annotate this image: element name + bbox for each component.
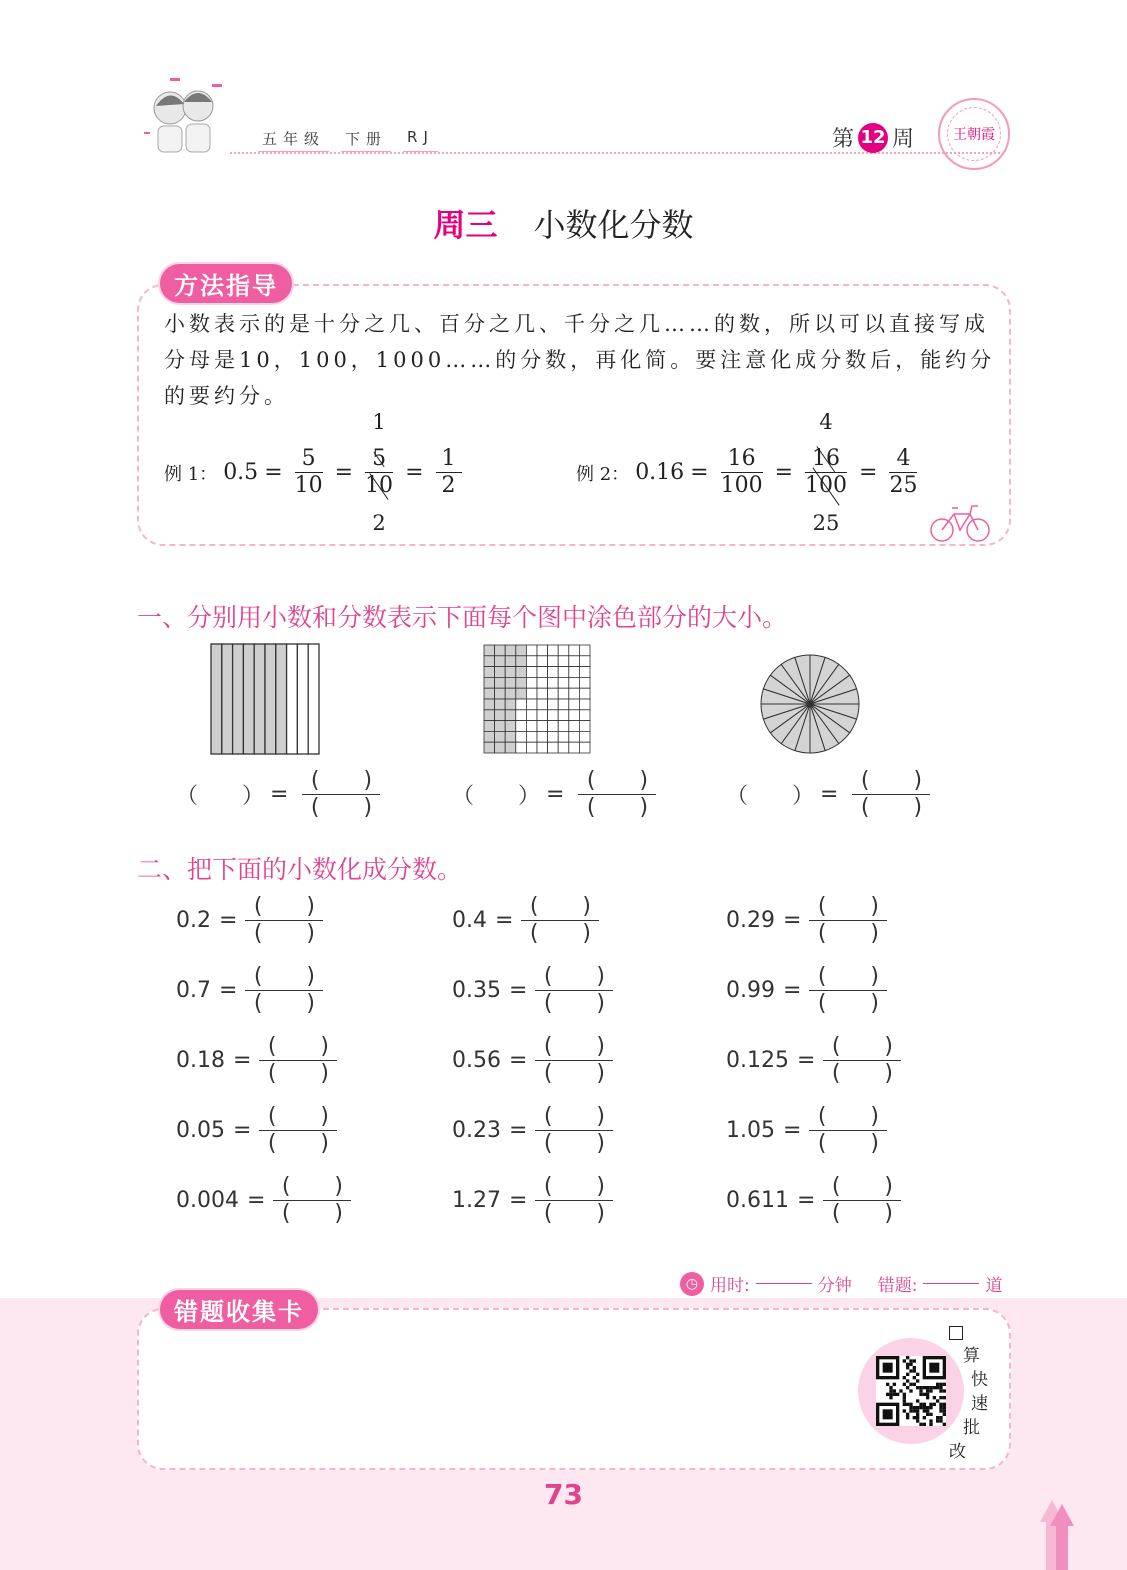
equals-sign: = <box>782 1118 802 1143</box>
example-1-below: 2 <box>372 511 386 535</box>
exercise-item <box>176 1106 337 1155</box>
decimal-value: 0.004 <box>176 1188 239 1213</box>
grid-cell <box>484 677 495 688</box>
grid-cell <box>548 688 559 699</box>
arrow-up-icon <box>1040 1500 1076 1570</box>
grade-tag: 五年级 <box>258 126 329 152</box>
strip-cell <box>265 644 276 754</box>
time-blank[interactable] <box>756 1283 812 1284</box>
exercise-item <box>452 1106 613 1155</box>
strip-cell <box>254 644 265 754</box>
grid-cell <box>505 656 516 667</box>
grid-cell <box>537 699 548 710</box>
example-2-label: 例 2： <box>576 463 630 485</box>
equals-sign: = <box>219 978 238 1003</box>
grid-cell <box>516 667 527 678</box>
fraction-blank[interactable]: ( ) ( ) <box>245 966 323 1015</box>
seal-text: 王朝霞 <box>953 127 995 143</box>
grid-cell <box>495 677 506 688</box>
grid-cell <box>484 731 495 742</box>
example-2-reduction: 4 16 100 25 <box>805 410 848 535</box>
fraction-blank[interactable]: ( ) ( ) <box>245 896 323 945</box>
grid-cell <box>484 667 495 678</box>
decimal-value: 0.125 <box>726 1048 789 1073</box>
method-label: 方法指导 <box>160 264 292 303</box>
grid-cell <box>495 667 506 678</box>
grid-cell <box>516 677 527 688</box>
fraction-blank[interactable]: ( ) ( ) <box>273 1176 351 1225</box>
grid-cell <box>505 742 516 753</box>
exercise-item <box>726 896 887 945</box>
fraction-blank[interactable]: ( ) ( ) <box>259 1036 337 1085</box>
grid-cell <box>526 645 537 656</box>
grid-cell <box>495 656 506 667</box>
decimal-value: 0.18 <box>176 1048 225 1073</box>
grid-cell <box>558 645 569 656</box>
grid-cell <box>516 688 527 699</box>
grid-cell <box>558 688 569 699</box>
grid-cell <box>569 667 580 678</box>
grid-cell <box>548 667 559 678</box>
circle-figure <box>758 652 862 756</box>
grid-cell <box>558 677 569 688</box>
grid-cell <box>537 645 548 656</box>
example-2-decimal: 0.16 <box>635 460 685 485</box>
example-2-below: 25 <box>812 511 840 535</box>
grid-cell <box>548 645 559 656</box>
grid-cell <box>526 699 537 710</box>
grid-cell <box>495 710 506 721</box>
strip-cell <box>243 644 254 754</box>
grid-cell <box>569 656 580 667</box>
title-topic: 小数化分数 <box>533 206 694 244</box>
grid-cell <box>484 710 495 721</box>
clock-icon: ◷ <box>680 1272 704 1296</box>
equals-sign: = <box>219 908 238 933</box>
errors-blank[interactable] <box>923 1283 979 1284</box>
qr-code-icon[interactable] <box>876 1356 946 1426</box>
equals-sign: = <box>232 1118 252 1143</box>
strip-cell <box>233 644 244 754</box>
decimal-blank[interactable]: （ ） <box>726 784 815 809</box>
grid-cell <box>558 721 569 732</box>
fraction-blank[interactable]: ( ) ( ) <box>535 1176 613 1225</box>
strip-cell <box>287 644 298 754</box>
grid-cell <box>558 699 569 710</box>
example-1-reduction: 1 5 10 2 <box>365 410 394 535</box>
grid-cell <box>569 731 580 742</box>
grid-cell <box>569 688 580 699</box>
method-text: 小数表示的是十分之几、百分之几、千分之几……的数，所以可以直接写成分母是10，100，1000……的分数，再化简。要注意化成分数后，能约分的要约分。 <box>164 312 996 408</box>
fraction-blank[interactable]: ( ) ( ) <box>521 896 599 945</box>
exercise-item <box>176 1176 351 1225</box>
grid-cell <box>558 731 569 742</box>
title-day: 周三 <box>433 206 498 244</box>
strip-cell <box>211 644 222 754</box>
grid-cell <box>569 699 580 710</box>
grade-tags <box>258 126 438 152</box>
strip-cell <box>308 644 319 754</box>
grid-figure <box>482 643 592 755</box>
grid-cell <box>526 710 537 721</box>
answer-row-2: （ ） = ( ) ( ) <box>452 770 656 819</box>
grid-cell <box>495 742 506 753</box>
example-1-above: 1 <box>372 410 386 434</box>
grid-cell <box>558 710 569 721</box>
exercise-item <box>452 1176 613 1225</box>
grid-cell <box>579 731 590 742</box>
grid-cell <box>526 721 537 732</box>
example-1: 例 1： 0.5 = $\frac{5}{10}$ = 1 5 10 2 = $\frac{1}{2}$ <box>164 446 468 499</box>
week-indicator <box>832 122 914 153</box>
grid-cell <box>516 710 527 721</box>
decimal-blank[interactable]: （ ） <box>452 784 541 809</box>
section-2-title: 二、把下面的小数化成分数。 <box>137 855 463 884</box>
example-2: 例 2： 0.16 = $\frac{16}{100}$ = 4 16 100 25 = $\frac{4}{25}$ <box>576 410 918 535</box>
time-unit: 分钟 <box>817 1276 852 1296</box>
fraction-blank[interactable]: ( ) ( ) <box>809 966 887 1015</box>
fraction-blank[interactable]: ( ) ( ) <box>535 1106 613 1155</box>
grid-cell <box>526 742 537 753</box>
grid-cell <box>569 742 580 753</box>
answer-row-1: （ ） = ( ) ( ) <box>176 770 380 819</box>
grid-cell <box>505 721 516 732</box>
time-label: 用时: <box>710 1276 750 1296</box>
grid-cell <box>495 699 506 710</box>
grid-cell <box>548 677 559 688</box>
decimal-value: 0.4 <box>452 908 487 933</box>
grid-cell <box>516 699 527 710</box>
page-title <box>0 200 1127 246</box>
grid-cell <box>516 656 527 667</box>
grid-cell <box>537 688 548 699</box>
quick-grading-text: 算 快 速 批 改 <box>945 1326 988 1464</box>
section-1-title: 一、分别用小数和分数表示下面每个图中涂色部分的大小。 <box>137 603 788 632</box>
grid-cell <box>516 731 527 742</box>
decimal-value: 0.23 <box>452 1118 501 1143</box>
grid-cell <box>537 677 548 688</box>
decimal-value: 0.29 <box>726 908 775 933</box>
grid-cell <box>526 688 537 699</box>
grid-cell <box>548 731 559 742</box>
grid-cell <box>505 699 516 710</box>
exercise-item <box>452 896 599 945</box>
fraction-blank[interactable]: ( ) ( ) <box>535 1036 613 1085</box>
exercise-item <box>726 1036 901 1085</box>
week-number: 12 <box>858 123 888 153</box>
grid-cell <box>537 667 548 678</box>
grid-cell <box>505 688 516 699</box>
author-seal <box>938 98 1010 170</box>
decimal-value: 1.05 <box>726 1118 775 1143</box>
fraction-blank[interactable]: ( ) ( ) <box>535 966 613 1015</box>
timing-record <box>680 1271 1002 1296</box>
strips-figure <box>209 642 321 756</box>
equals-sign: = <box>508 1188 528 1213</box>
grid-cell <box>579 667 590 678</box>
equals-sign: = <box>782 908 802 933</box>
volume-tag: 下册 <box>341 126 391 152</box>
grid-cell <box>569 645 580 656</box>
grid-cell <box>558 667 569 678</box>
fraction-blank[interactable]: ( ) ( ) <box>259 1106 337 1155</box>
decimal-value: 0.56 <box>452 1048 501 1073</box>
exercise-item <box>726 1106 887 1155</box>
fraction-blank[interactable]: ( ) ( ) <box>302 770 380 819</box>
exercise-item <box>726 966 887 1015</box>
exercise-item <box>176 896 323 945</box>
grid-cell <box>505 677 516 688</box>
exercise-item <box>176 1036 337 1085</box>
grid-cell <box>558 656 569 667</box>
grid-cell <box>537 731 548 742</box>
fraction-blank[interactable]: ( ) ( ) <box>578 770 656 819</box>
grid-cell <box>569 721 580 732</box>
week-prefix: 第 <box>832 127 855 152</box>
grid-cell <box>579 688 590 699</box>
grid-cell <box>537 656 548 667</box>
checkbox-icon <box>949 1326 963 1340</box>
grid-cell <box>548 721 559 732</box>
example-2-result: $\frac{4}{25}$ <box>889 446 918 498</box>
grid-cell <box>484 699 495 710</box>
example-1-decimal: 0.5 <box>223 460 259 485</box>
exercise-item <box>176 966 323 1015</box>
grid-cell <box>516 645 527 656</box>
grid-cell <box>537 710 548 721</box>
grid-cell <box>484 721 495 732</box>
grid-cell <box>569 677 580 688</box>
grid-cell <box>579 699 590 710</box>
kids-illustration <box>140 76 232 158</box>
strip-cell <box>297 644 308 754</box>
example-2-fraction: $\frac{16}{100}$ <box>720 446 763 498</box>
grid-cell <box>516 742 527 753</box>
fraction-blank[interactable]: ( ) ( ) <box>809 1106 887 1155</box>
grid-cell <box>484 742 495 753</box>
equals-sign: = <box>508 978 528 1003</box>
grid-cell <box>526 667 537 678</box>
grid-cell <box>505 667 516 678</box>
grid-cell <box>579 656 590 667</box>
grid-cell <box>505 710 516 721</box>
strip-cell <box>222 644 233 754</box>
grid-cell <box>495 645 506 656</box>
example-2-above: 4 <box>819 410 833 434</box>
grid-cell <box>526 677 537 688</box>
grid-cell <box>505 731 516 742</box>
equals-sign: = <box>508 1118 528 1143</box>
example-1-result: $\frac{1}{2}$ <box>436 446 462 499</box>
answer-row-3: （ ） = ( ) ( ) <box>726 770 930 819</box>
grid-cell <box>537 742 548 753</box>
decimal-value: 0.99 <box>726 978 775 1003</box>
grid-cell <box>526 731 537 742</box>
equals-sign: = <box>796 1048 816 1073</box>
grid-cell <box>579 742 590 753</box>
grid-cell <box>548 710 559 721</box>
grid-cell <box>484 656 495 667</box>
decimal-value: 0.35 <box>452 978 501 1003</box>
grid-cell <box>579 677 590 688</box>
edition-tag: RJ <box>403 126 438 152</box>
errors-unit: 道 <box>985 1276 1003 1296</box>
grid-cell <box>558 742 569 753</box>
equals-sign: = <box>495 908 514 933</box>
fraction-blank[interactable]: ( ) ( ) <box>823 1176 901 1225</box>
decimal-value: 1.27 <box>452 1188 501 1213</box>
grid-cell <box>548 656 559 667</box>
grid-cell <box>548 742 559 753</box>
decimal-value: 0.05 <box>176 1118 225 1143</box>
grid-cell <box>537 721 548 732</box>
grid-cell <box>548 699 559 710</box>
grid-cell <box>505 645 516 656</box>
decimal-value: 0.7 <box>176 978 211 1003</box>
strip-cell <box>276 644 287 754</box>
equals-sign: = <box>782 978 802 1003</box>
grid-cell <box>579 710 590 721</box>
grid-cell <box>495 721 506 732</box>
equals-sign: = <box>232 1048 252 1073</box>
errors-label: 错题: <box>877 1276 918 1296</box>
fraction-blank[interactable]: ( ) ( ) <box>823 1036 901 1085</box>
grid-cell <box>516 721 527 732</box>
example-1-fraction: $\frac{5}{10}$ <box>294 446 323 498</box>
page-number: 73 <box>544 1478 583 1511</box>
equals-sign: = <box>508 1048 528 1073</box>
fraction-blank[interactable]: ( ) ( ) <box>852 770 930 819</box>
grid-cell <box>495 688 506 699</box>
exercise-item <box>452 1036 613 1085</box>
equals-sign: = <box>796 1188 816 1213</box>
grid-cell <box>526 656 537 667</box>
grid-cell <box>569 710 580 721</box>
grid-cell <box>484 688 495 699</box>
example-1-label: 例 1： <box>164 463 218 485</box>
fraction-blank[interactable]: ( ) ( ) <box>809 896 887 945</box>
exercise-item <box>726 1176 901 1225</box>
grid-cell <box>579 645 590 656</box>
decimal-value: 0.611 <box>726 1188 789 1213</box>
grid-cell <box>579 721 590 732</box>
bicycle-icon <box>930 500 990 544</box>
grid-cell <box>495 731 506 742</box>
decimal-blank[interactable]: （ ） <box>176 784 265 809</box>
grid-cell <box>484 645 495 656</box>
error-card-label: 错题收集卡 <box>160 1290 318 1329</box>
exercise-item <box>452 966 613 1015</box>
week-suffix: 周 <box>892 127 915 152</box>
equals-sign: = <box>246 1188 266 1213</box>
decimal-value: 0.2 <box>176 908 211 933</box>
